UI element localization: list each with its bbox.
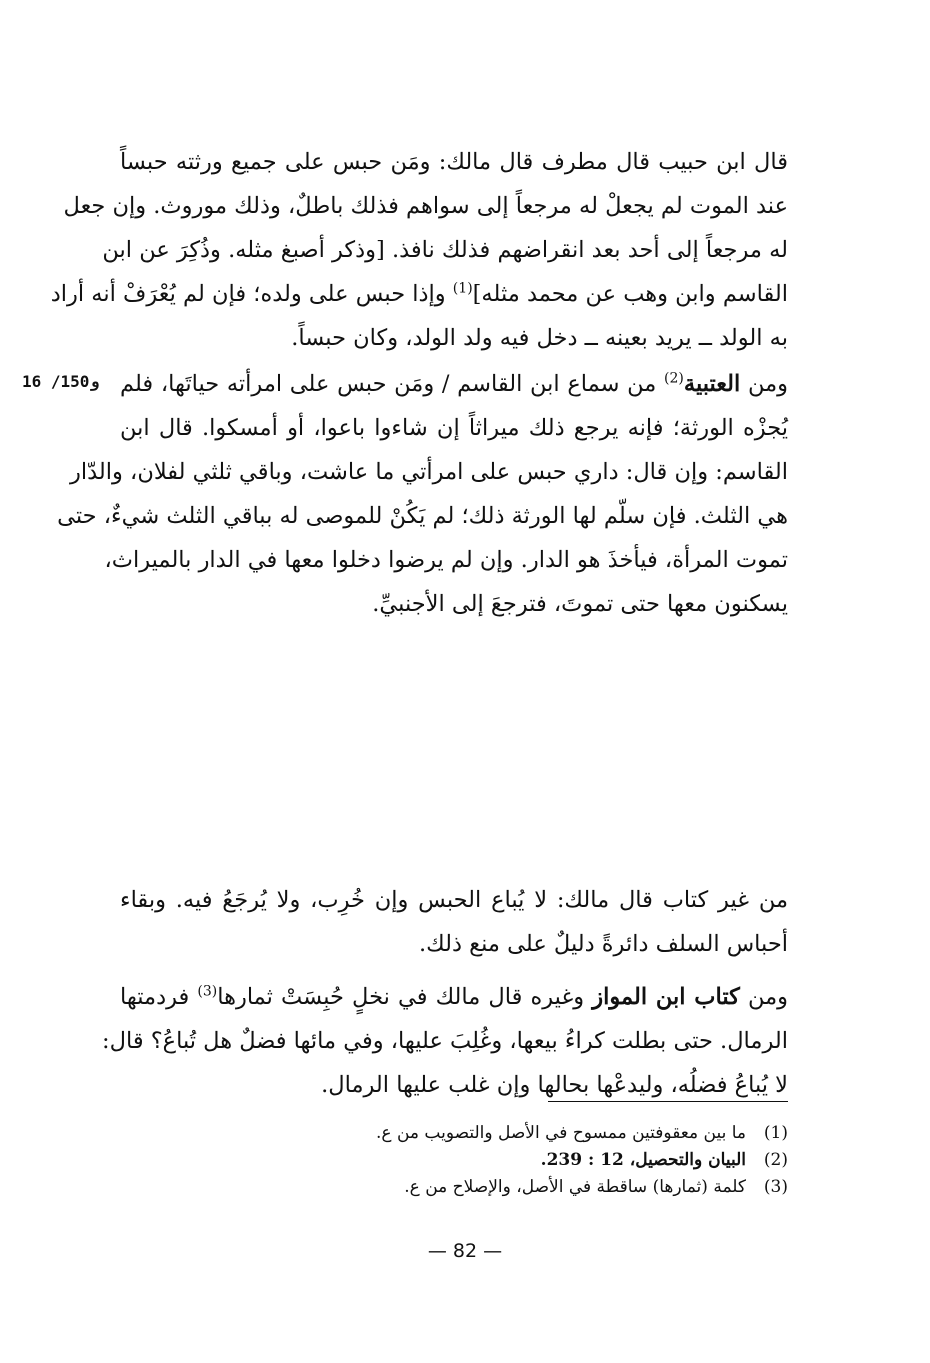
paragraph-ibn-habib [50, 140, 788, 360]
footnote-marker: (3) [197, 983, 218, 1000]
text-line: أحباس السلف دائرةً دليلٌ على منع ذلك. [419, 931, 788, 957]
text-line: يُجزْه الورثة؛ فإنه يرجع ذلك ميراثاً إن شاءوا باعوا، أو أمسكوا. قال ابن [120, 415, 788, 441]
text-line: القاسم: وإن قال: داري حبس على امرأتي ما عاشت، وباقي ثلثي لفلان، والدّار [70, 459, 788, 485]
text-segment: وإذا حبس على ولده؛ فإن لم يُعْرَفْ أنه أراد [50, 281, 446, 307]
text-line [120, 975, 788, 1019]
footnote-number: (3) [763, 1177, 788, 1197]
text-line: له مرجعاً إلى أحد بعد انقراضهم فذلك نافذ. [وذكر أصبغ مثله. وذُكِرَ عن ابن [102, 237, 788, 263]
footnote-marker: (1) [452, 280, 473, 297]
footnote-number: (2) [763, 1150, 788, 1170]
footnote-marker: (2) [664, 370, 684, 387]
paragraph-no-sale [120, 878, 788, 966]
footnote [120, 1174, 788, 1201]
source-title: كتاب ابن المواز [592, 984, 740, 1010]
text-line: الرمال. حتى بطلت كراءُ بيعها، وغُلِبَ عليها، وفي مائها فضلٌ هل تُباعُ؟ قال: [102, 1028, 788, 1054]
footnote-text: البيان والتحصيل، 12 : 239. [540, 1150, 746, 1170]
footnote [120, 1147, 788, 1174]
text-segment: من سماع ابن القاسم / ومَن حبس على امرأته حياتَها، فلم [120, 371, 657, 397]
page-number: — 82 — [427, 1240, 503, 1262]
text-line: به الولد ــ يريد بعينه ــ دخل فيه ولد الولد، وكان حبساً. [291, 325, 788, 351]
text-line: عند الموت لم يجعلْ له مرجعاً إلى سواهم فذلك باطلٌ، وذلك موروث. وإن جعل [63, 193, 788, 219]
manuscript-folio-reference: 16 /150و [22, 372, 100, 391]
footnotes [120, 1120, 788, 1201]
footnote-separator [548, 1101, 788, 1102]
text-segment: ومن [747, 984, 788, 1010]
text-line: لا يُباعُ فضلُه، وليدعْها بحالها وإن غلب عليها الرمال. [321, 1072, 788, 1098]
footnote-number: (1) [763, 1123, 788, 1143]
footnote-text: كلمة (ثمارها) ساقطة في الأصل، والإصلاح من ع. [404, 1177, 746, 1197]
paragraph-ibn-al-mawwaz [102, 975, 788, 1107]
footnote-text: ما بين معقوفتين ممسوح في الأصل والتصويب من ع. [376, 1123, 746, 1143]
text-line [50, 272, 788, 316]
text-line: يسكنون معها حتى تموتَ، فترجعَ إلى الأجنبيِّ. [372, 591, 788, 617]
text-segment: القاسم وابن وهب عن محمد مثله] [472, 281, 788, 307]
text-line: تموت المرأة، فيأخذَ هو الدار. وإن لم يرضوا دخلوا معها في الدار بالميراث، [104, 547, 788, 573]
text-segment: ومن [747, 371, 789, 397]
text-line [120, 362, 788, 406]
footnote [120, 1120, 788, 1147]
source-title: العتبية [683, 371, 741, 397]
text-line: هي الثلث. فإن سلّم لها الورثة ذلك؛ لم يَكُنْ للموصى له بباقي الثلث شيءٌ، حتى [57, 503, 788, 529]
text-line: من غير كتاب قال مالك: لا يُباع الحبس وإن خُرِب، ولا يُرجَعُ فيه. وبقاء [120, 887, 788, 913]
text-line: قال ابن حبيب قال مطرف قال مالك: ومَن حبس على جميع ورثته حبساً [120, 149, 788, 175]
text-segment: فردمتها [120, 984, 190, 1010]
text-segment: وغيره قال مالك في نخلٍ حُبِسَتْ ثمارها [217, 984, 585, 1010]
